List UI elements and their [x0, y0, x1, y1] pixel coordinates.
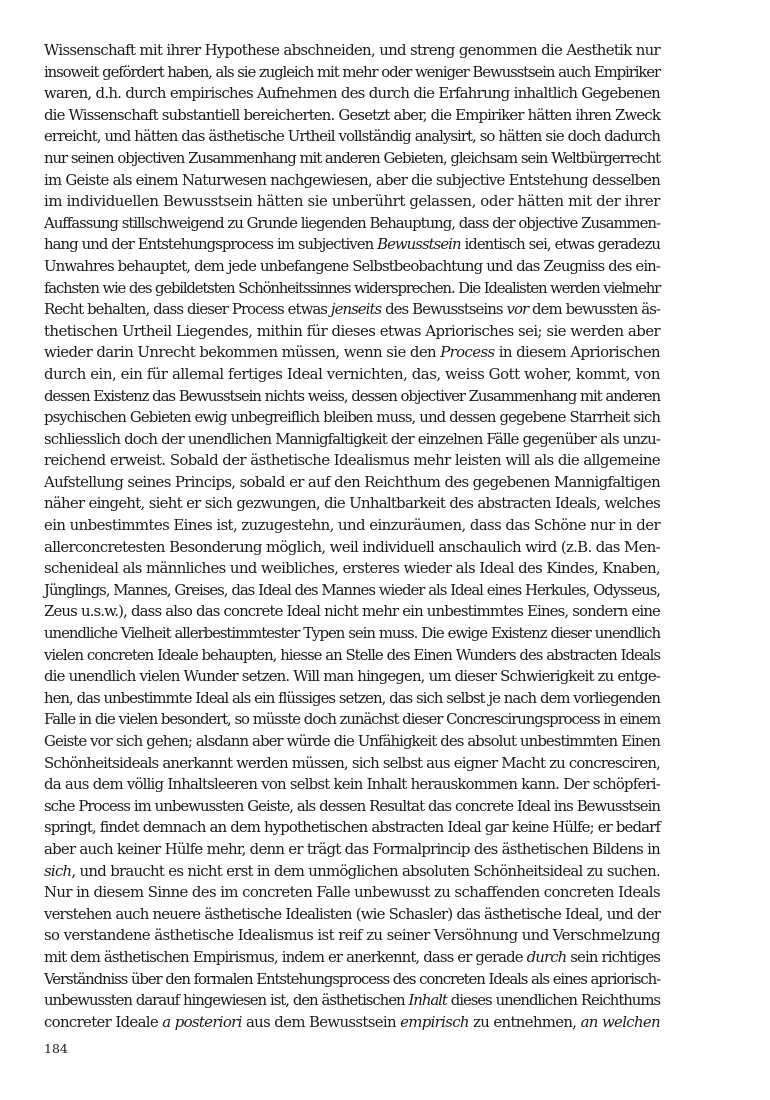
text-segment: Nur in diesem Sinne des im concreten Falle unbewusst zu schaffenden concreten Ideals [44, 883, 660, 902]
text-segment: insoweit gefördert haben, als sie zugleich mit mehr oder weniger Bewusstsein auch Empiriker [44, 62, 660, 81]
text-line [44, 407, 660, 429]
text-line [44, 364, 660, 386]
text-line [44, 148, 660, 170]
text-line [44, 62, 660, 84]
text-segment: sche Process im unbewussten Geiste, als dessen Resultat das concrete Ideal ins Bewusstsein [44, 796, 660, 815]
text-segment: Geiste vor sich gehen; alsdann aber würde die Unfähigkeit des absolut unbestimmten Einen [44, 732, 660, 750]
text-segment: aber auch keiner Hülfe mehr, denn er trägt das Formalprincip des ästhetischen Bildens in [44, 839, 660, 858]
text-line [44, 342, 660, 364]
italic-text: Inhalt [408, 991, 447, 1010]
text-line [44, 429, 660, 451]
text-segment: Schönheitsideals anerkannt werden müssen, sich selbst aus eigner Macht zu concresciren, [44, 753, 660, 772]
text-segment: schenideal als männliches und weibliches, ersteres wieder als Ideal des Kindes, Knaben, [44, 559, 660, 578]
text-segment: im Geiste als einem Naturwesen nachgewiesen, aber die subjective Entstehung desselben [44, 170, 660, 189]
text-segment: sein richtiges [566, 947, 660, 966]
italic-text: durch [526, 947, 567, 966]
text-segment: vielen concreten Ideale behaupten, hiesse an Stelle des Einen Wunders des abstracten Ideals [44, 645, 660, 664]
text-segment: psychischen Gebieten ewig unbegreiflich bleiben muss, und dessen gegebene Starrheit sich [44, 408, 660, 427]
text-segment: Jünglings, Mannes, Greises, das Ideal des Mannes wieder als Ideal eines Herkules, Odysseus, [44, 580, 660, 599]
text-line [44, 515, 660, 537]
text-segment: schliesslich doch der unendlichen Mannigfaltigkeit der einzelnen Fälle gegenüber als unzu- [44, 429, 660, 448]
text-segment: Falle in die vielen besondert, so müsste doch zunächst dieser Concrescirungsprocess in einem [44, 710, 660, 729]
text-line [44, 1012, 660, 1034]
text-segment: näher eingeht, sieht er sich gezwungen, die Unhaltbarkeit des abstracten Ideals, welches [44, 494, 660, 513]
text-segment: Unwahres behauptet, dem jede unbefangene Selbstbeobachtung und das Zeugniss des ein- [44, 256, 660, 275]
text-line [44, 817, 660, 839]
text-segment: dessen Existenz das Bewusstsein nichts weiss, dessen objectiver Zusammenhang mit anderen [44, 386, 660, 405]
text-segment: dieses unendlichen Reichthums [446, 991, 660, 1010]
text-line [44, 882, 660, 904]
text-segment: allerconcretesten Besonderung möglich, weil individuell anschaulich wird (z.B. das Men- [44, 537, 660, 556]
text-segment: ein unbestimmtes Eines ist, zuzugestehn, und einzuräumen, dass das Schöne nur in der [44, 516, 660, 535]
text-segment: durch ein, ein für allemal fertiges Ideal vernichten, das, weiss Gott woher, kommt, von [44, 364, 660, 383]
text-segment: in diesem Apriorischen [494, 343, 660, 362]
text-line [44, 278, 660, 300]
text-line [44, 709, 660, 731]
text-line [44, 234, 660, 256]
text-line [44, 40, 660, 62]
text-line [44, 645, 660, 667]
text-segment: wieder darin Unrecht bekommen müssen, wenn sie den [44, 343, 441, 362]
text-line [44, 731, 660, 753]
text-segment: Wissenschaft mit ihrer Hypothese abschneiden, und streng genommen die Aesthetik nur [44, 41, 660, 59]
italic-text: vor [506, 300, 529, 319]
text-line [44, 472, 660, 494]
text-line [44, 688, 660, 710]
text-segment: unendliche Vielheit allerbestimmtester Typen sein muss. Die ewige Existenz dieser unendlich [44, 624, 660, 643]
text-line [44, 969, 660, 991]
text-segment: thetischen Urtheil Liegendes, mithin für dieses etwas Apriorisches sei; sie werden aber [44, 321, 660, 340]
text-line [44, 83, 660, 105]
text-line [44, 191, 660, 213]
italic-text: Bewusstsein [377, 235, 461, 254]
text-segment: so verstandene ästhetische Idealismus ist reif zu seiner Versöhnung und Verschmelzung [44, 926, 660, 945]
text-line [44, 753, 660, 775]
text-line [44, 601, 660, 623]
text-line [44, 623, 660, 645]
text-segment: Recht behalten, dass dieser Process etwas [44, 300, 331, 319]
text-segment: unbewussten darauf hingewiesen ist, den ästhetischen [44, 991, 409, 1010]
italic-text: Process [440, 343, 495, 362]
text-line [44, 213, 660, 235]
text-segment: Aufstellung seines Princips, sobald er auf den Reichthum des gegebenen Mannigfaltigen [44, 472, 660, 491]
text-segment: , und braucht es nicht erst in dem unmöglichen absoluten Schönheitsideal zu suchen. [71, 861, 660, 880]
text-line [44, 105, 660, 127]
text-segment: die Wissenschaft substantiell bereicherten. Gesetzt aber, die Empiriker hätten ihren Zweck [44, 105, 660, 124]
text-line [44, 299, 660, 321]
italic-text: empirisch [400, 1012, 469, 1031]
text-line [44, 947, 660, 969]
text-segment: hang und der Entstehungsprocess im subjectiven [44, 235, 378, 254]
text-segment: im individuellen Bewusstsein hätten sie unberührt gelassen, oder hätten mit der ihrer [44, 192, 660, 211]
text-line [44, 493, 660, 515]
text-segment: des Bewusstseins [381, 300, 507, 319]
text-line [44, 666, 660, 688]
italic-text: a posteriori [162, 1012, 242, 1031]
text-segment: identisch sei, etwas geradezu [460, 235, 660, 254]
text-segment: die unendlich vielen Wunder setzen. Will man hingegen, um dieser Schwierigkeit zu entge- [44, 667, 660, 686]
text-segment: mit dem ästhetischen Empirismus, indem er anerkennt, dass er gerade [44, 947, 527, 966]
text-line [44, 904, 660, 926]
text-line [44, 126, 660, 148]
text-line [44, 170, 660, 192]
text-segment: fachsten wie des gebildetsten Schönheitssinnes widersprechen. Die Idealisten werden vielmehr [44, 278, 660, 297]
text-segment: reichend erweist. Sobald der ästhetische Idealismus mehr leisten will als die allgemeine [44, 451, 660, 470]
text-segment: concreter Ideale [44, 1012, 163, 1031]
text-line [44, 774, 660, 796]
text-segment: erreicht, und hätten das ästhetische Urtheil vollständig analysirt, so hätten sie doch dadurch [44, 127, 660, 146]
text-line [44, 990, 660, 1012]
text-line [44, 450, 660, 472]
text-segment: aus dem Bewusstsein [241, 1012, 401, 1031]
text-line [44, 580, 660, 602]
text-line [44, 386, 660, 408]
text-segment: zu entnehmen, [468, 1012, 581, 1031]
italic-text: an welchen [580, 1012, 660, 1031]
text-line [44, 256, 660, 278]
italic-text: jenseits [330, 300, 382, 319]
text-segment: Verständniss über den formalen Entstehungsprocess des concreten Ideals als eines apriorisch- [44, 969, 660, 988]
page-number: 184 [44, 1041, 68, 1056]
text-line [44, 861, 660, 883]
text-line [44, 925, 660, 947]
text-line [44, 839, 660, 861]
text-segment: Auffassung stillschweigend zu Grunde liegenden Behauptung, dass der objective Zusammen- [44, 213, 660, 232]
text-line [44, 796, 660, 818]
italic-text: sich [44, 861, 72, 880]
text-segment: dem bewussten äs- [528, 300, 661, 319]
text-segment: da aus dem völlig Inhaltsleeren von selbst kein Inhalt herauskommen kann. Der schöpferi- [44, 775, 660, 794]
text-segment: hen, das unbestimmte Ideal als ein flüssiges setzen, das sich selbst je nach dem vorliegenden [44, 688, 660, 707]
text-line [44, 558, 660, 580]
body-text [44, 40, 660, 1033]
text-line [44, 537, 660, 559]
text-line [44, 321, 660, 343]
text-segment: springt, findet demnach an dem hypothetischen abstracten Ideal gar keine Hülfe; er bedarf [44, 818, 660, 837]
text-segment: Zeus u.s.w.), dass also das concrete Ideal nicht mehr ein unbestimmtes Eines, sondern eine [44, 602, 660, 621]
text-segment: waren, d.h. durch empirisches Aufnehmen des durch die Erfahrung inhaltlich Gegebenen [44, 84, 660, 103]
text-segment: nur seinen objectiven Zusammenhang mit anderen Gebieten, gleichsam sein Weltbürgerrecht [44, 148, 660, 167]
text-segment: verstehen auch neuere ästhetische Idealisten (wie Schasler) das ästhetische Ideal, und der [44, 904, 660, 923]
